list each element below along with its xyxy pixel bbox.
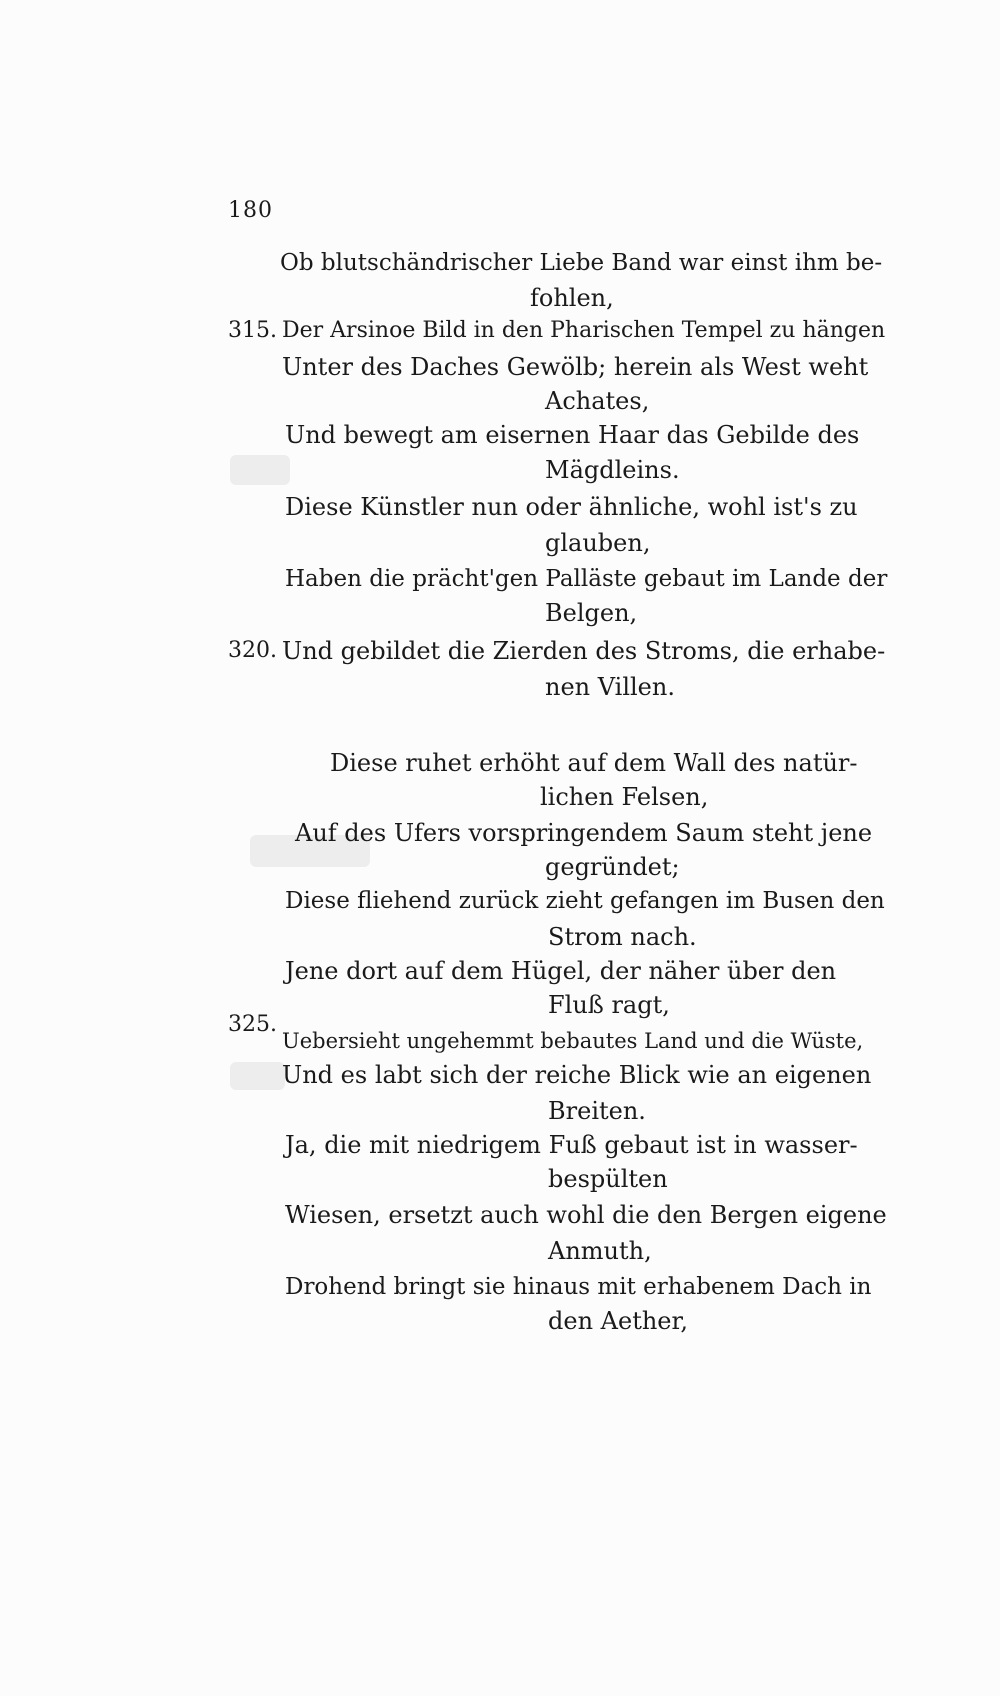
line-number-320: 320. bbox=[228, 638, 277, 663]
verse-line-continuation: nen Villen. bbox=[545, 673, 675, 701]
line-number-315: 315. bbox=[228, 318, 277, 343]
print-smudge bbox=[230, 455, 290, 485]
verse-line-continuation: Fluß ragt, bbox=[548, 991, 670, 1019]
verse-line-continuation: Breiten. bbox=[548, 1097, 646, 1125]
verse-line-continuation: Achates, bbox=[545, 387, 650, 415]
verse-line-continuation: Strom nach. bbox=[548, 923, 697, 951]
verse-line: Und gebildet die Zierden des Stroms, die erhabe- bbox=[282, 637, 886, 665]
print-smudge bbox=[250, 835, 370, 867]
verse-line: Diese ruhet erhöht auf dem Wall des natür- bbox=[330, 749, 858, 777]
verse-line: Der Arsinoe Bild in den Pharischen Tempel zu hängen bbox=[282, 318, 886, 343]
verse-line: Unter des Daches Gewölb; herein als West weht bbox=[282, 353, 869, 381]
verse-line-continuation: fohlen, bbox=[530, 284, 614, 312]
verse-line: Haben die prächt'gen Palläste gebaut im Lande der bbox=[285, 566, 888, 592]
verse-line: Ja, die mit niedrigem Fuß gebaut ist in wasser- bbox=[285, 1131, 858, 1159]
verse-line: Auf des Ufers vorspringendem Saum steht jene bbox=[295, 819, 873, 847]
line-number-325: 325. bbox=[228, 1012, 277, 1037]
verse-line: Diese Künstler nun oder ähnliche, wohl ist's zu bbox=[285, 493, 858, 521]
verse-line-continuation: gegründet; bbox=[545, 853, 680, 881]
verse-line-continuation: glauben, bbox=[545, 529, 651, 557]
verse-line: Drohend bringt sie hinaus mit erhabenem Dach in bbox=[285, 1274, 872, 1300]
verse-line-continuation: Belgen, bbox=[545, 599, 638, 627]
page-number: 180 bbox=[228, 198, 273, 223]
verse-line: Jene dort auf dem Hügel, der näher über den bbox=[285, 957, 837, 985]
verse-line: Uebersieht ungehemmt bebautes Land und die Wüste, bbox=[282, 1029, 864, 1053]
verse-line: Und es labt sich der reiche Blick wie an eigenen bbox=[282, 1061, 872, 1089]
verse-line: Ob blutschändrischer Liebe Band war einst ihm be- bbox=[280, 250, 883, 276]
verse-line-continuation: bespülten bbox=[548, 1165, 668, 1193]
verse-line-continuation: Mägdleins. bbox=[545, 456, 680, 484]
print-smudge bbox=[230, 1062, 285, 1090]
verse-line: Diese fliehend zurück zieht gefangen im Busen den bbox=[285, 888, 885, 914]
verse-line-continuation: lichen Felsen, bbox=[540, 783, 709, 811]
verse-line: Und bewegt am eisernen Haar das Gebilde des bbox=[285, 421, 860, 449]
verse-line-continuation: Anmuth, bbox=[548, 1237, 652, 1265]
verse-line-continuation: den Aether, bbox=[548, 1307, 688, 1335]
verse-line: Wiesen, ersetzt auch wohl die den Bergen eigene bbox=[285, 1201, 887, 1229]
